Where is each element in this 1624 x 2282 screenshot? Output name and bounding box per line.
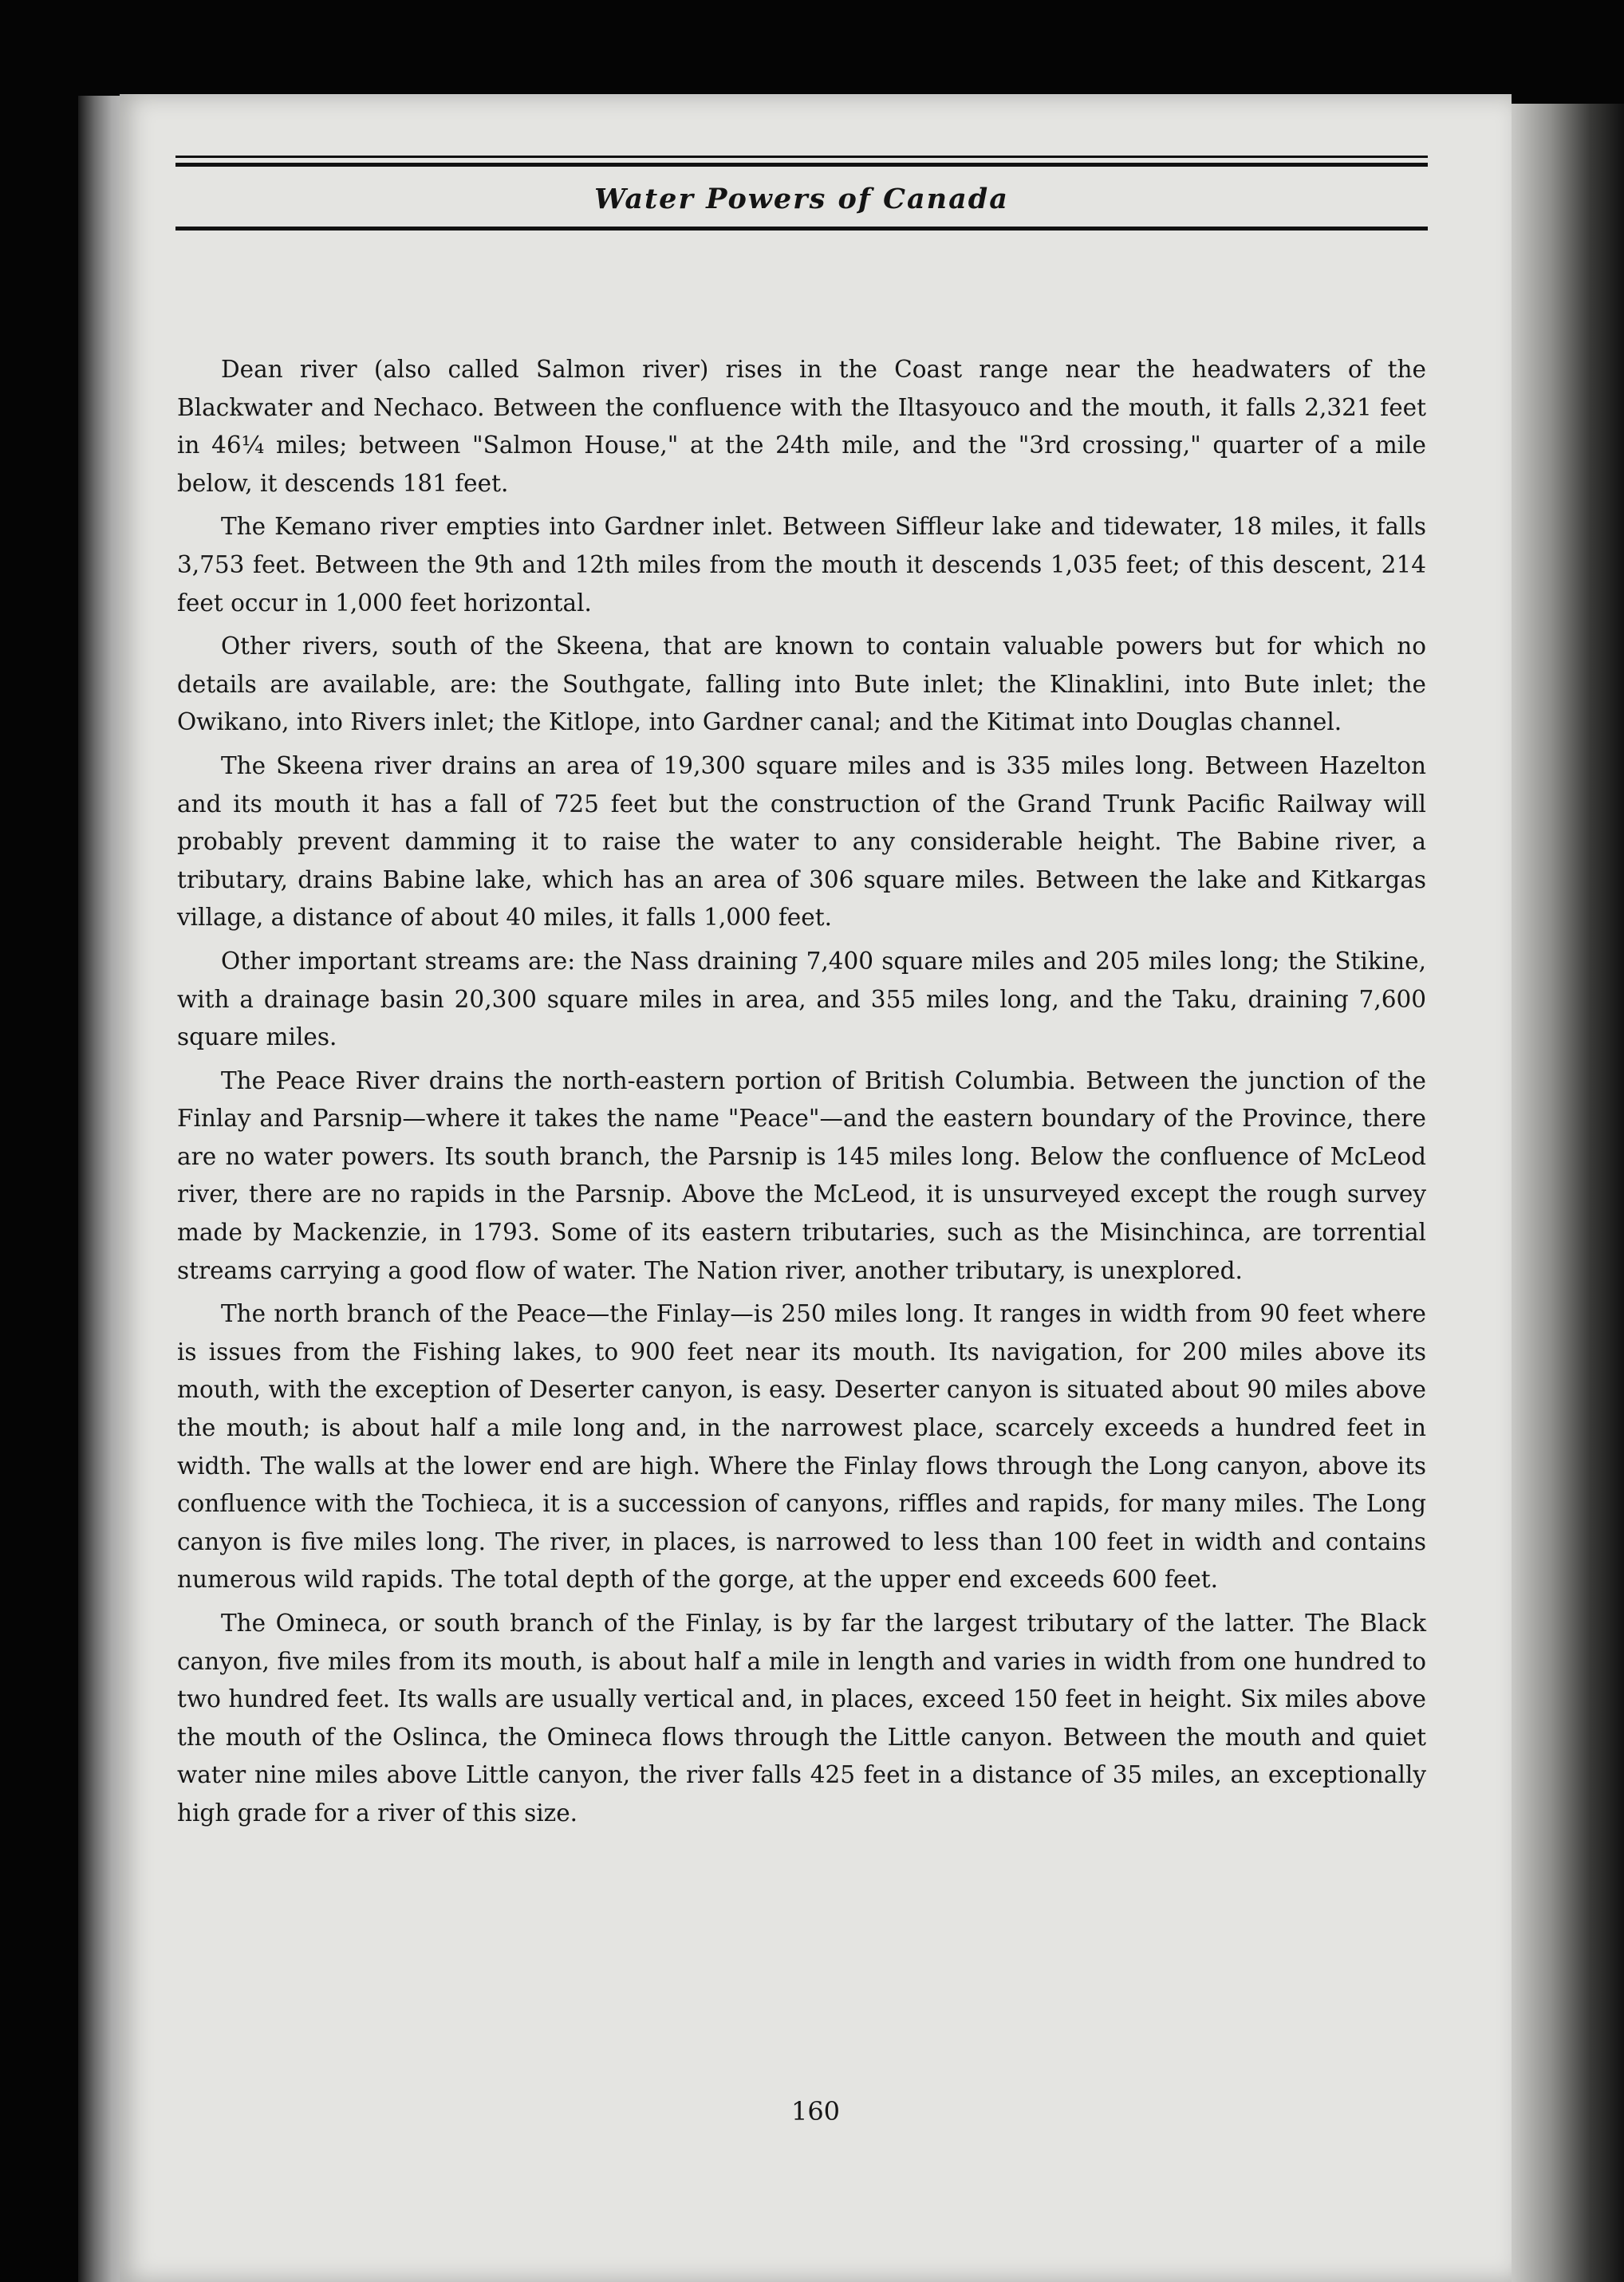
paragraph-peace-river: The Peace River drains the north-eastern portion of British Columbia. Between the junction of the Finlay and Parsnip—where it takes the name "Peace"—and the eastern boundary of the Province, there are no water powers. Its south branch, the Parsnip is 145 miles long. Below the confluence of McLeod river, there are no rapids in the Parsnip. Above the McLeod, it is unsurveyed except the rough survey made by Mackenzie, in 1793. Some of its eastern tributaries, such as the Misinchinca, are torrential streams carrying a good flow of water. The Nation river, another tributary, is unexplored. — [177, 1066, 1426, 1284]
paragraph-finlay-river: The north branch of the Peace—the Finlay—is 250 miles long. It ranges in width from 90 feet where is issues from the Fishing lakes, to 900 feet near its mouth. Its navigation, for 200 miles above its mouth, with the exception of Deserter canyon, is easy. Deserter canyon is situated about 90 miles above the mouth; is about half a mile long and, in the narrowest place, scarcely exceeds a hundred feet in width. The walls at the lower end are high. Where the Finlay flows through the Long canyon, above its confluence with the Tochieca, it is a succession of canyons, riffles and rapids, for many miles. The Long canyon is five miles long. The river, in places, is narrowed to less than 100 feet in width and contains numerous wild rapids. The total depth of the gorge, at the upper end exceeds 600 feet. — [177, 1300, 1426, 1594]
paragraph-omineca-river: The Omineca, or south branch of the Finlay, is by far the largest tributary of the latter. The Black canyon, five miles from its mouth, is about half a mile in length and varies in width from one hundred to two hundred feet. Its walls are usually vertical and, in places, exceed 150 feet in height. Six miles above the mouth of the Oslinca, the Omineca flows through the Little canyon. Between the mouth and quiet water nine miles above Little canyon, the river falls 425 feet in a distance of 35 miles, an exceptionally high grade for a river of this size. — [177, 1610, 1426, 1827]
paragraph-other-rivers: Other rivers, south of the Skeena, that are known to contain valuable powers but for which no details are available, are: the Southgate, falling into Bute inlet; the Klinaklini, into Bute inlet; the Owikano, into Rivers inlet; the Kitlope, into Gardner canal; and the Kitimat into Douglas channel. — [177, 633, 1426, 736]
paragraph-kemano-river: The Kemano river empties into Gardner inlet. Between Siffleur lake and tidewater, 18 miles, it falls 3,753 feet. Between the 9th and 12th miles from the mouth it descends 1,035 feet; of this descent, 214 feet occur in 1,000 feet horizontal. — [177, 513, 1426, 617]
running-header — [175, 156, 1428, 231]
running-title: Water Powers of Canada — [594, 183, 1009, 215]
page-number: 160 — [790, 2096, 841, 2126]
header-rule-thin — [175, 156, 1428, 158]
paragraph-dean-river: Dean river (also called Salmon river) rises in the Coast range near the headwaters of the Blackwater and Nechaco. Between the confluence with the Iltasyouco and the mouth, it falls 2,321 feet in 46¼ miles; between "Salmon House," at the 24th mile, and the "3rd crossing," quarter of a mile below, it descends 181 feet. — [177, 356, 1426, 497]
paragraph-skeena-river: The Skeena river drains an area of 19,300 square miles and is 335 miles long. Between Hazelton and its mouth it has a fall of 725 feet but the construction of the Grand Trunk Pacific Railway will probably prevent damming it to raise the water to any considerable height. The Babine river, a tributary, drains Babine lake, which has an area of 306 square miles. Between the lake and Kitkargas village, a distance of about 40 miles, it falls 1,000 feet. — [177, 751, 1426, 932]
body-text — [177, 351, 1426, 1839]
facing-page-edge — [1512, 104, 1624, 2282]
paragraph-other-streams: Other important streams are: the Nass draining 7,400 square miles and 205 miles long; the Stikine, with a drainage basin 20,300 square miles in area, and 355 miles long, and the Taku, draining 7,600 square miles. — [177, 947, 1426, 1051]
header-rule-bottom — [175, 227, 1428, 231]
